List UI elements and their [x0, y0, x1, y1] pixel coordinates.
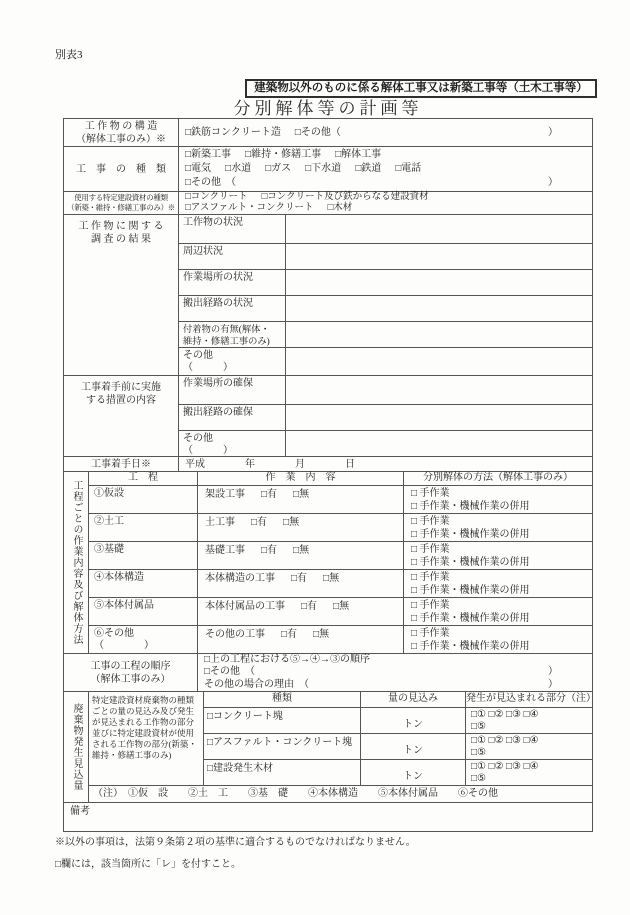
measures-subtable [179, 376, 592, 456]
checkbox-structure-other[interactable]: □その他（ [294, 126, 341, 138]
appendix-label: 別表3 [55, 49, 83, 61]
survey-value-cell[interactable] [286, 244, 592, 269]
process-name [89, 486, 198, 513]
survey-row-adherents [179, 321, 592, 347]
survey-item-text: 維持・修繕工事のみ) [183, 337, 270, 347]
process-name-text: ④本体構造 [94, 572, 144, 583]
order-other-close-paren: ） [548, 666, 558, 678]
order-line2 [204, 666, 586, 679]
order-line3 [204, 679, 586, 692]
structure-other-close-paren: ） [548, 126, 558, 138]
checkbox-method-manual[interactable]: □ 手作業 [411, 571, 450, 583]
work-type-label-text: 工 事 の 種 類 [76, 163, 166, 175]
checkbox-concrete[interactable]: □コンクリート [185, 192, 248, 202]
survey-item-label [179, 322, 286, 347]
checkbox-waste-type[interactable]: □建設発生木材 [204, 760, 361, 785]
checkbox-sewer[interactable]: □下水道 [305, 163, 342, 174]
process-table-header [89, 472, 592, 485]
checkbox-railway[interactable]: □鉄道 [355, 163, 382, 174]
materials-label [64, 192, 179, 214]
survey-value-cell[interactable] [286, 215, 592, 243]
unit-label: トン [403, 771, 423, 782]
header-waste-type: 種類 [204, 692, 361, 707]
work-cell [198, 570, 404, 597]
measures-item-text: 作業場所の確保 [183, 378, 253, 389]
materials-line2 [185, 203, 586, 214]
process-name-text: ①仮設 [94, 488, 124, 499]
process-row-foundation [89, 541, 592, 569]
checkbox-concrete-and-iron[interactable]: □コンクリート及び鉄からなる建設資材 [261, 192, 429, 202]
footnote-checkbox: □欄には，該当箇所に「レ」を付すこと。 [55, 859, 242, 870]
checkbox-work-no[interactable]: □無 [313, 629, 330, 640]
process-name-text: ⑤本体付属品 [94, 600, 154, 611]
checkbox-parts-5[interactable]: □⑤ [471, 747, 487, 758]
waste-right [89, 692, 596, 802]
process-name-text: ③基礎 [94, 544, 124, 555]
header-process: 工 程 [89, 472, 198, 485]
process-name-text2: （ ） [94, 640, 154, 651]
checkbox-work-no[interactable]: □無 [323, 573, 340, 584]
checkbox-water[interactable]: □水道 [225, 163, 252, 174]
measures-label [64, 376, 179, 456]
checkbox-work-yes[interactable]: □有 [261, 545, 278, 556]
checkbox-method-combined[interactable]: □ 手作業・機械作業の併用 [411, 528, 530, 540]
waste-amount-cell[interactable] [361, 734, 466, 759]
work-type-line3 [185, 176, 586, 190]
order-label-line1: 工事の工程の順序 [90, 660, 171, 672]
work-cell [198, 626, 404, 653]
survey-item-text: その他 [183, 350, 213, 361]
work-cell [198, 486, 404, 513]
checkbox-method-manual[interactable]: □ 手作業 [411, 487, 450, 499]
checkbox-work-no[interactable]: □無 [293, 489, 310, 500]
process-row-temporary [89, 485, 592, 513]
structure-label [64, 119, 179, 146]
checkbox-order-sequence[interactable]: □上の工程における⑤→④→③の順序 [204, 653, 371, 665]
checkbox-waste-type[interactable]: □コンクリート塊 [204, 708, 361, 733]
checkbox-rc-structure[interactable]: □鉄筋コンクリート造 [185, 126, 281, 138]
checkbox-method-combined[interactable]: □ 手作業・機械作業の併用 [411, 500, 530, 512]
survey-label [64, 215, 179, 375]
survey-item-label [179, 244, 286, 269]
survey-item-label [179, 270, 286, 295]
start-date-value-text[interactable]: 平成 年 月 日 [185, 458, 355, 470]
work-name: その他の工事 [205, 629, 265, 640]
materials-options [179, 192, 592, 214]
survey-row-condition [179, 215, 592, 243]
remarks-cell[interactable] [64, 803, 592, 831]
checkbox-method-manual[interactable]: □ 手作業 [411, 543, 450, 555]
waste-parts-cell [466, 734, 592, 759]
order-label-line2: （解体工事のみ） [90, 673, 171, 685]
row-structure [64, 119, 592, 146]
checkbox-parts-1to4[interactable]: □① □② □③ □④ [471, 761, 539, 772]
survey-item-text: 作業場所の状況 [183, 272, 253, 283]
work-type-other-close-paren: ） [548, 177, 558, 188]
structure-label-line1: 工 作 物 の 構 造 [84, 120, 158, 132]
checkbox-parts-1to4[interactable]: □① □② □③ □④ [471, 735, 539, 746]
unit-label: トン [403, 719, 423, 730]
survey-item-label [179, 215, 286, 243]
work-cell [198, 514, 404, 541]
work-name: 架設工事 [205, 489, 245, 500]
header-method: 分別解体の方法（解体工事のみ） [423, 472, 573, 483]
waste-table-header [204, 692, 596, 707]
process-row-earthwork [89, 513, 592, 541]
survey-item-text: 搬出経路の状況 [183, 298, 253, 309]
checkbox-parts-1to4[interactable]: □① □② □③ □④ [471, 709, 539, 720]
method-cell [404, 486, 592, 513]
checkbox-work-yes[interactable]: □有 [251, 517, 268, 528]
row-waste [64, 691, 596, 802]
measures-value-cell[interactable] [286, 405, 592, 430]
work-type-line2 [185, 162, 586, 176]
checkbox-method-manual[interactable]: □ 手作業 [411, 627, 450, 639]
measures-item-text: 搬出経路の確保 [183, 407, 253, 418]
method-cell [404, 626, 592, 653]
row-start-date [64, 456, 592, 471]
row-work-type [64, 146, 592, 191]
waste-row-concrete [204, 707, 592, 733]
work-type-line1 [185, 148, 586, 162]
form-category-header: 建築物以外のものに係る解体工事又は新築工事等（土木工事等） [245, 79, 597, 98]
method-cell [404, 598, 592, 625]
checkbox-waste-type[interactable]: □アスファルト・コンクリート塊 [204, 734, 361, 759]
measures-value-cell[interactable] [286, 431, 592, 456]
process-row-other [89, 625, 592, 653]
survey-row-other [179, 347, 592, 375]
checkbox-work-no[interactable]: □無 [293, 545, 310, 556]
materials-line1 [185, 192, 586, 203]
survey-item-text: 付着物の有無(解体・ [183, 325, 270, 335]
waste-strip [64, 692, 89, 802]
unit-label: トン [403, 745, 423, 756]
measures-label-line1: 工事着手前に実施 [81, 382, 161, 393]
process-strip-text: 工程ごとの作業内容及び解体方法 [71, 480, 82, 645]
process-table [89, 472, 592, 653]
page-title: 分別解体等の計画等 [233, 99, 423, 118]
checkbox-wood[interactable]: □木材 [327, 203, 353, 213]
plan-form-table [63, 118, 596, 832]
survey-item-text: 工作物の状況 [183, 217, 243, 228]
header-work: 作 業 内 容 [198, 472, 404, 485]
work-name: 土工事 [205, 517, 235, 528]
structure-label-line2: （解体工事のみ）※ [76, 133, 166, 145]
process-name [89, 542, 198, 569]
work-type-options [179, 147, 592, 191]
waste-amount-cell[interactable] [361, 760, 466, 785]
checkbox-method-combined[interactable]: □ 手作業・機械作業の併用 [411, 556, 530, 568]
work-type-label [64, 147, 179, 191]
checkbox-parts-5[interactable]: □⑤ [471, 773, 487, 784]
waste-main [89, 692, 596, 785]
checkbox-work-type-other[interactable]: □その他 （ [185, 177, 237, 188]
checkbox-work-yes[interactable]: □有 [261, 489, 278, 500]
process-name [89, 570, 198, 597]
checkbox-demolition[interactable]: □解体工事 [335, 149, 382, 160]
checkbox-parts-5[interactable]: □⑤ [471, 721, 487, 732]
measures-item-text: その他 [183, 433, 213, 444]
survey-item-text: （ ） [183, 362, 233, 373]
work-name: 本体付属品の工事 [205, 601, 285, 612]
waste-amount-cell[interactable] [361, 708, 466, 733]
start-date-label [64, 457, 179, 471]
survey-label-line2: 調 査 の 結 果 [91, 234, 151, 245]
method-cell [404, 570, 592, 597]
checkbox-method-combined[interactable]: □ 手作業・機械作業の併用 [411, 584, 530, 596]
process-name [89, 598, 198, 625]
work-name: 基礎工事 [205, 545, 245, 556]
work-cell [198, 598, 404, 625]
structure-option-line [185, 126, 586, 140]
process-strip [64, 472, 89, 653]
survey-item-label [179, 348, 286, 375]
footnote-asterisk: ※以外の事項は，法第９条第２項の基準に適合するものでなければなりません。 [55, 837, 416, 848]
checkbox-work-yes[interactable]: □有 [301, 601, 318, 612]
method-cell [404, 542, 592, 569]
checkbox-work-no[interactable]: □無 [333, 601, 350, 612]
waste-table [204, 692, 596, 785]
waste-note-row: （注） ①仮 設 ②土 工 ③基 礎 ④本体構造 ⑤本体付属品 ⑥その他 [89, 785, 592, 802]
checkbox-asphalt-concrete[interactable]: □アスファルト・コンクリート [185, 203, 314, 213]
survey-item-label [179, 296, 286, 321]
survey-row-route [179, 295, 592, 321]
survey-value-cell[interactable] [286, 322, 592, 347]
measures-row-route [179, 404, 592, 430]
checkbox-method-combined[interactable]: □ 手作業・機械作業の併用 [411, 612, 530, 624]
order-options [198, 654, 592, 691]
start-date-label-text: 工事着手日※ [91, 458, 151, 470]
measures-row-other [179, 430, 592, 456]
measures-label-line2: する措置の内容 [86, 395, 156, 406]
checkbox-work-yes[interactable]: □有 [281, 629, 298, 640]
process-name [89, 514, 198, 541]
measures-item-label [179, 376, 286, 404]
row-survey [64, 214, 592, 375]
row-process-table [64, 471, 592, 653]
checkbox-new-construction[interactable]: □新築工事 [185, 149, 232, 160]
materials-label-line1: 使用する特定建設資材の種類 [74, 193, 168, 202]
measures-row-worksite [179, 376, 592, 404]
header-waste-parts: 発生が見込まれる部分（注） [466, 693, 596, 704]
checkbox-method-manual[interactable]: □ 手作業 [411, 599, 450, 611]
process-name [89, 626, 198, 653]
process-name-text: ②土工 [94, 516, 124, 527]
order-reason-label: その他の場合の理由 （ [204, 678, 309, 690]
survey-item-text: 周辺状況 [183, 246, 223, 257]
measures-value-cell[interactable] [286, 376, 592, 404]
checkbox-electric[interactable]: □電気 [185, 163, 212, 174]
survey-subtable [179, 215, 592, 375]
waste-description: 特定建設資材廃棄物の種類ごとの量の見込み及び発生が見込まれる工作物の部分並びに特定建設資材が使用される工作物の部分(新築・維持・修繕工事のみ) [89, 692, 204, 785]
checkbox-order-other[interactable]: □その他 （ [204, 666, 256, 678]
measures-item-label [179, 431, 286, 456]
order-reason-close-paren: ） [548, 678, 558, 690]
process-row-attachments [89, 597, 592, 625]
measures-item-label [179, 405, 286, 430]
waste-parts-cell [466, 760, 592, 785]
survey-value-cell[interactable] [286, 270, 592, 295]
waste-parts-cell [466, 708, 592, 733]
structure-options [179, 119, 592, 146]
remarks-label: 備考 [70, 806, 90, 817]
waste-row-asphalt [204, 733, 592, 759]
checkbox-method-combined[interactable]: □ 手作業・機械作業の併用 [411, 640, 530, 652]
checkbox-telephone[interactable]: □電話 [395, 163, 422, 174]
process-name-text: ⑥その他 [94, 628, 134, 639]
row-measures [64, 375, 592, 456]
order-line1 [204, 654, 586, 667]
work-cell [198, 542, 404, 569]
row-materials [64, 191, 592, 214]
row-order [64, 653, 592, 691]
waste-strip-text: 廃棄物発生見込量 [71, 703, 82, 791]
work-name: 本体構造の工事 [205, 573, 275, 584]
header-waste-amount: 量の見込み [361, 692, 466, 707]
waste-row-wood [204, 759, 592, 785]
measures-item-text: （ ） [183, 445, 233, 456]
order-label [64, 654, 198, 691]
start-date-value[interactable] [179, 457, 592, 471]
checkbox-work-yes[interactable]: □有 [291, 573, 308, 584]
survey-value-cell[interactable] [286, 296, 592, 321]
checkbox-work-no[interactable]: □無 [283, 517, 300, 528]
process-row-main-structure [89, 569, 592, 597]
survey-value-cell[interactable] [286, 348, 592, 375]
checkbox-method-manual[interactable]: □ 手作業 [411, 515, 450, 527]
checkbox-gas[interactable]: □ガス [265, 163, 292, 174]
survey-row-surroundings [179, 243, 592, 269]
checkbox-maintenance-repair[interactable]: □維持・修繕工事 [245, 149, 322, 160]
survey-row-worksite [179, 269, 592, 295]
row-remarks [64, 802, 592, 831]
materials-label-line2: （新築・維持・修繕工事のみ）※ [67, 203, 175, 212]
survey-label-line1: 工 作 物 に 関 す る [78, 221, 164, 232]
method-cell [404, 514, 592, 541]
